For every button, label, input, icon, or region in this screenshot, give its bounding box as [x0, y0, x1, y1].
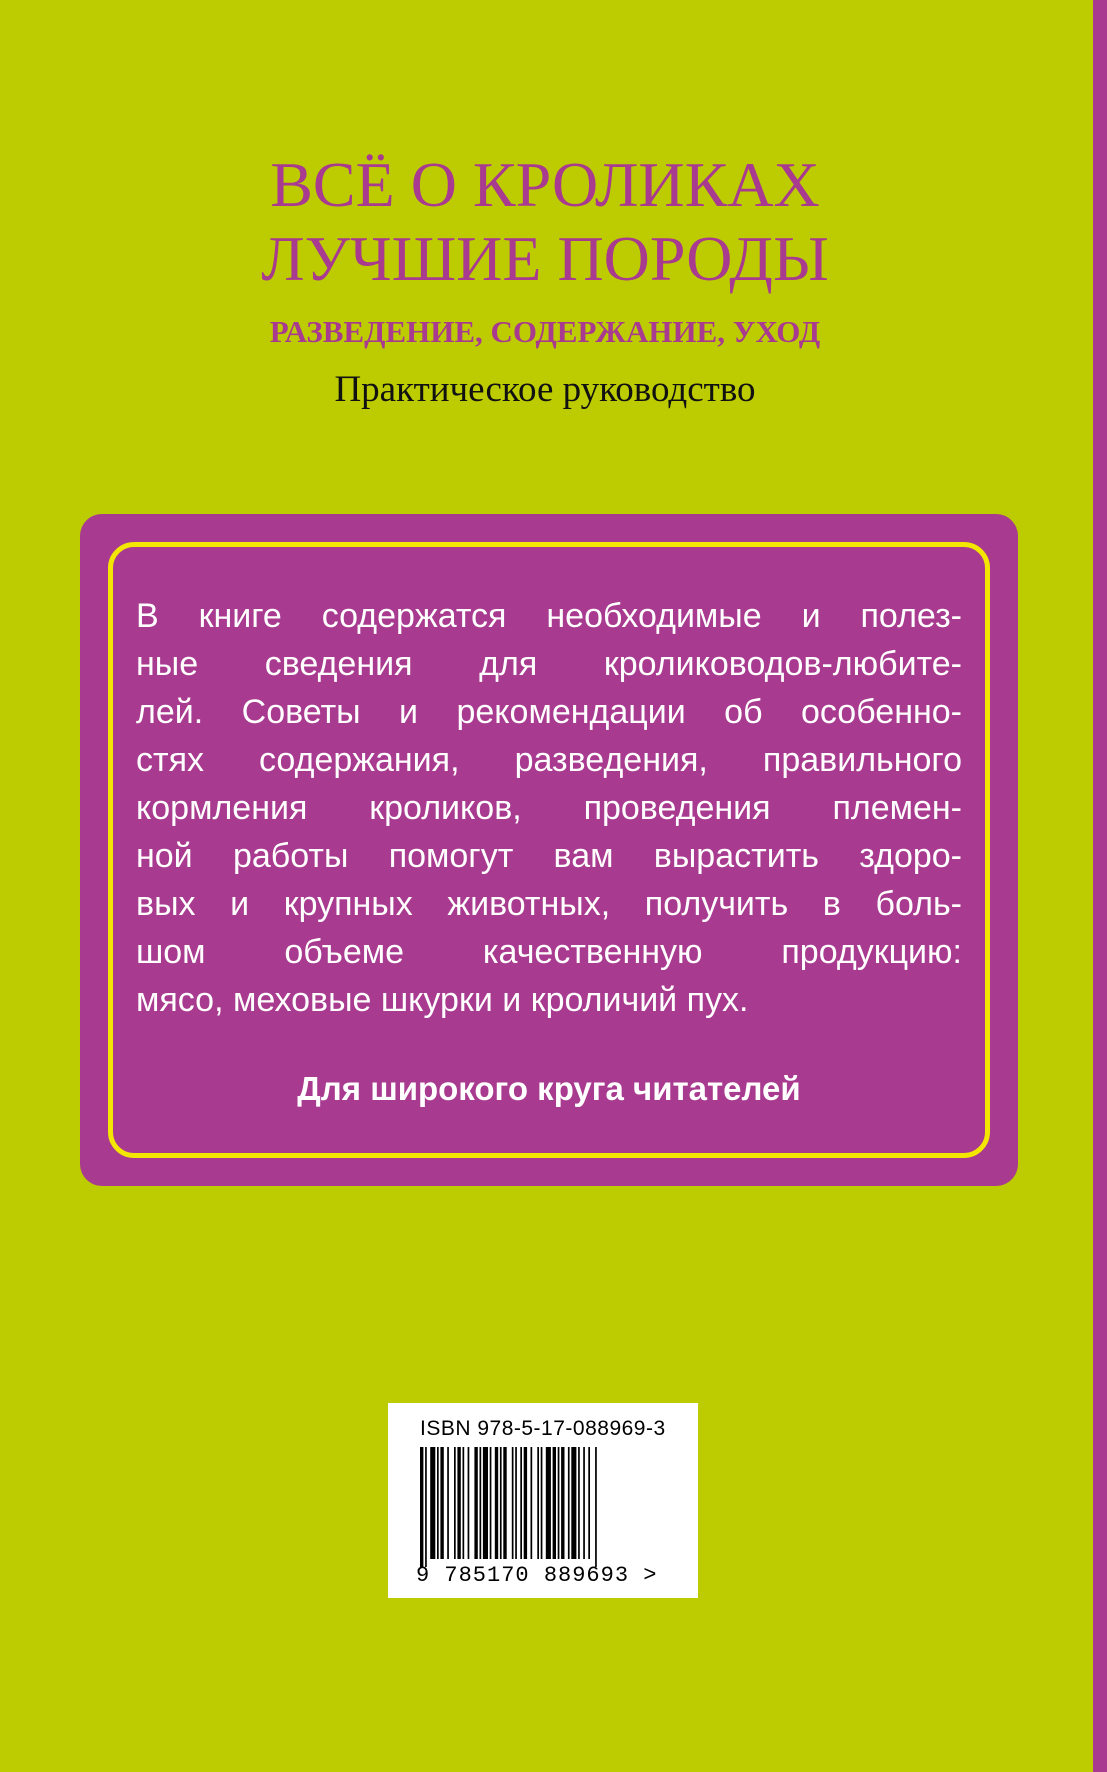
description-line: стях содержания, разведения, правильного: [136, 741, 962, 779]
subtitle: РАЗВЕДЕНИЕ, СОДЕРЖАНИЕ, УХОД: [269, 314, 821, 349]
description-line: мясо, меховые шкурки и кроличий пух.: [136, 981, 749, 1019]
barcode-bars: [418, 1447, 668, 1567]
description-line: шом объеме качественную продукцию:: [136, 933, 962, 971]
description-panel: [80, 514, 1018, 1186]
description-line: лей. Советы и рекомендации об особенно-: [136, 693, 962, 731]
title-line-2: ЛУЧШИЕ ПОРОДЫ: [261, 223, 829, 294]
description-line: ной работы помогут вам вырастить здоро-: [136, 837, 962, 875]
description-line: вых и крупных животных, получить в боль-: [136, 885, 962, 923]
isbn-label: ISBN 978-5-17-088969-3: [420, 1417, 666, 1440]
description-line: кормления кроликов, проведения племен-: [136, 789, 962, 827]
spine-strip: [1093, 0, 1107, 1772]
title-line-1: ВСЁ О КРОЛИКАХ: [270, 149, 820, 220]
ean-digits: 9 785170 889693 >: [416, 1563, 658, 1588]
title-block: [0, 148, 1090, 412]
description-line: ные сведения для кролиководов-любите-: [136, 645, 962, 683]
description-text: [136, 592, 962, 1024]
tagline: Практическое руководство: [334, 369, 756, 410]
barcode-box: [388, 1403, 698, 1598]
audience-note: Для широкого круга читателей: [297, 1070, 801, 1107]
description-line: В книге содержатся необходимые и полез-: [136, 597, 962, 635]
